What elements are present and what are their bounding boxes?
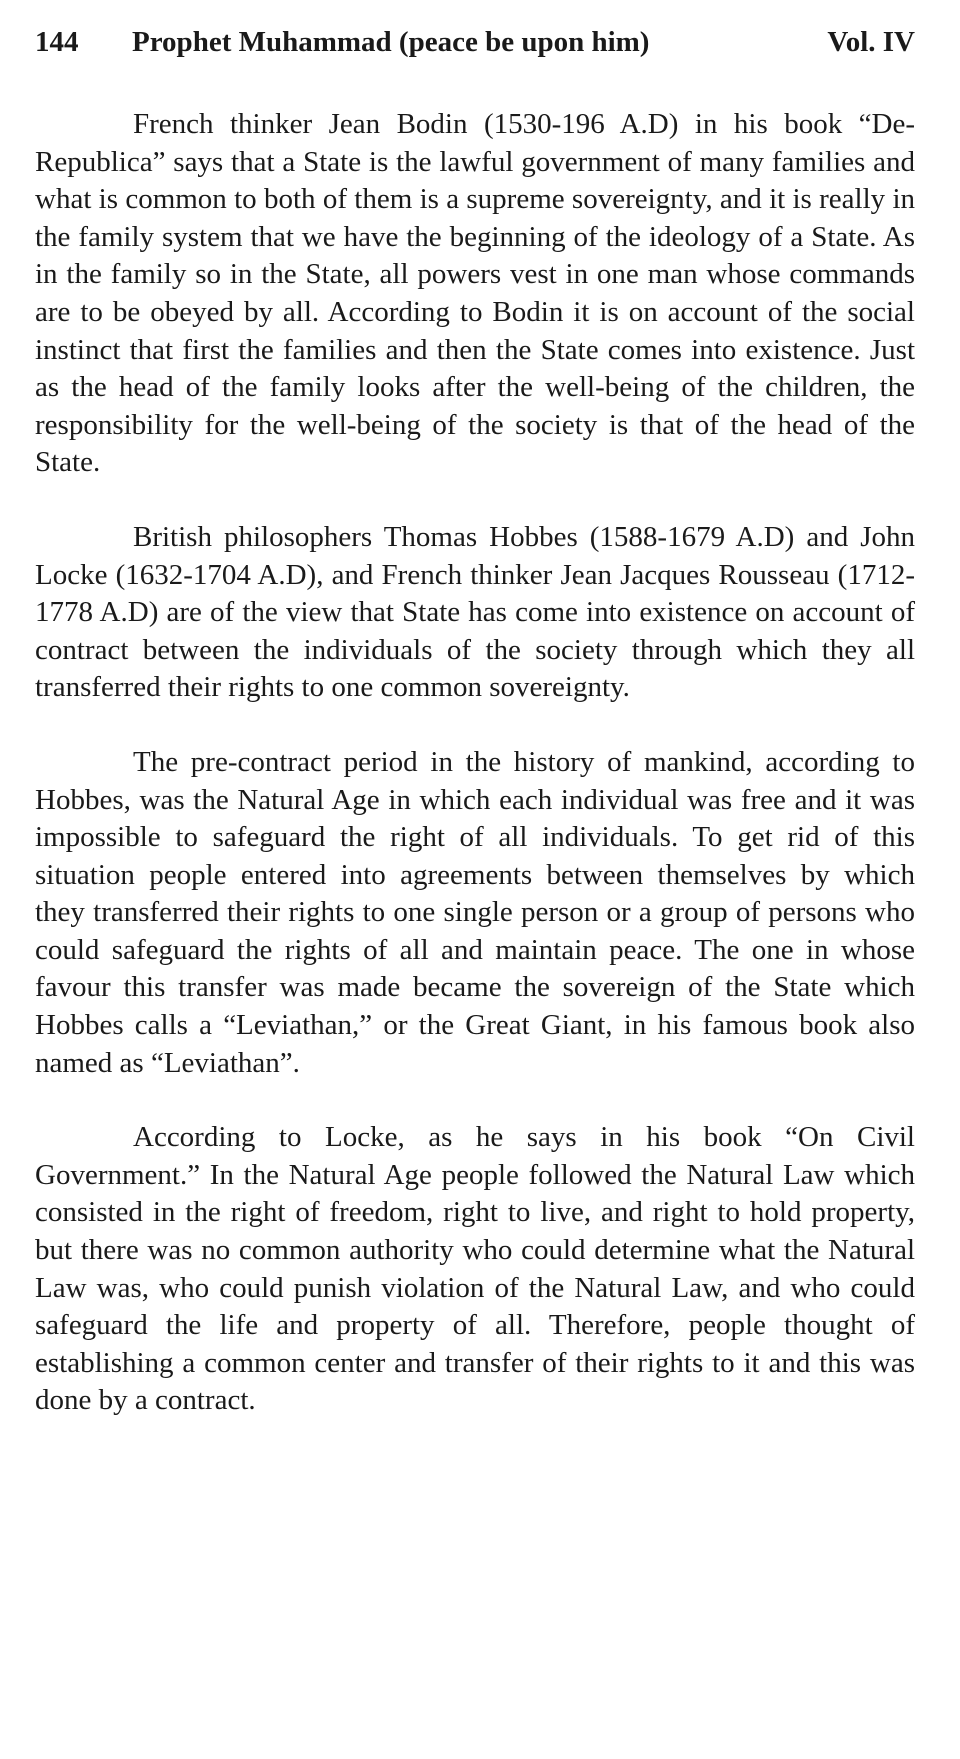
body-text — [35, 106, 915, 1420]
running-title: Prophet Muhammad (peace be upon him) — [132, 26, 650, 58]
book-page — [35, 26, 915, 1457]
paragraph-bodin: French thinker Jean Bodin (1530-196 A.D) in his book “De-Republica” says that a State is the lawful government of many families and what is common to both of them is a supreme sovereignty, and it is really in the family system that we have the beginning of the ideology of a State. As in the family so in the State, all powers vest in one man whose commands are to be obeyed by all. According to Bodin it is on account of the social instinct that first the families and then the State comes into existence. Just as the head of the family looks after the well-being of the children, the responsibility for the well-being of the society is that of the head of the State. — [35, 108, 915, 479]
page-header — [35, 26, 915, 66]
volume-label: Vol. IV — [827, 26, 915, 58]
page-number: 144 — [35, 26, 79, 58]
paragraph-locke: According to Locke, as he says in his book “On Civil Government.” In the Natural Age people followed the Natural Law which consisted in the right of freedom, right to live, and right to hold property, but there was no common authority who could determine what the Natural Law was, who could punish violation of the Natural Law, and who could safeguard the life and property of all. Therefore, people thought of establishing a common center and transfer of their rights to it and this was done by a contract. — [35, 1121, 915, 1417]
paragraph-contract-theorists: British philosophers Thomas Hobbes (1588-1679 A.D) and John Locke (1632-1704 A.D), and French thinker Jean Jacques Rousseau (1712-1778 A.D) are of the view that State has come into existence on account of contract between the individuals of the society through which they all transferred their rights to one common sovereignty. — [35, 520, 915, 704]
paragraph-hobbes: The pre-contract period in the history of mankind, according to Hobbes, was the Natural Age in which each individual was free and it was impossible to safeguard the right of all individuals. To get rid of this situation people entered into agreements between themselves by which they transferred their rights to one single person or a group of persons who could safeguard the rights of all and maintain peace. The one in whose favour this transfer was made became the sovereign of the State which Hobbes calls a “Leviathan,” or the Great Giant, in his famous book also named as “Leviathan”. — [35, 745, 915, 1079]
